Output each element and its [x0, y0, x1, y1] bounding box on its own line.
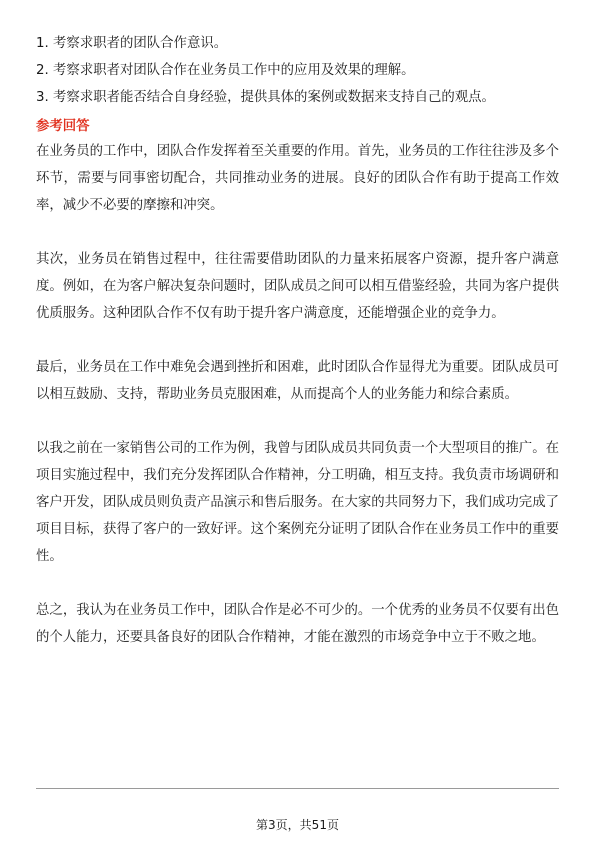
answer-paragraph: 最后，业务员在工作中难免会遇到挫折和困难，此时团队合作显得尤为重要。团队成员可以相互鼓励、支持，帮助业务员克服困难，从而提高个人的业务能力和综合素质。 — [36, 360, 559, 402]
criteria-item: 2. 考察求职者对团队合作在业务员工作中的应用及效果的理解。 — [36, 63, 415, 78]
answer-paragraph: 其次，业务员在销售过程中，往往需要借助团队的力量来拓展客户资源，提升客户满意度。例如，在为客户解决复杂问题时，团队成员之间可以相互借鉴经验，共同为客户提供优质服务。这种团队合作不仅有助于提升客户满意度，还能增强企业的竞争力。 — [36, 252, 559, 321]
answer-paragraph: 在业务员的工作中，团队合作发挥着至关重要的作用。首先，业务员的工作往往涉及多个环节，需要与同事密切配合，共同推动业务的进展。良好的团队合作有助于提高工作效率，减少不必要的摩擦和冲突。 — [36, 144, 559, 213]
page-number: 第3页，共51页 — [256, 818, 339, 832]
evaluation-criteria-list — [36, 30, 559, 111]
page-content — [36, 30, 559, 651]
criteria-item: 1. 考察求职者的团队合作意识。 — [36, 36, 228, 51]
answer-paragraph: 总之，我认为在业务员工作中，团队合作是必不可少的。一个优秀的业务员不仅要有出色的个人能力，还要具备良好的团队合作精神，才能在激烈的市场竞争中立于不败之地。 — [36, 603, 559, 645]
criteria-item: 3. 考察求职者能否结合自身经验，提供具体的案例或数据来支持自己的观点。 — [36, 90, 495, 105]
answer-body — [36, 138, 559, 651]
answer-heading: 参考回答 — [36, 119, 90, 134]
answer-paragraph: 以我之前在一家销售公司的工作为例，我曾与团队成员共同负责一个大型项目的推广。在项目实施过程中，我们充分发挥团队合作精神，分工明确，相互支持。我负责市场调研和客户开发，团队成员则负责产品演示和售后服务。在大家的共同努力下，我们成功完成了项目目标，获得了客户的一致好评。这个案例充分证明了团队合作在业务员工作中的重要性。 — [36, 441, 559, 564]
footer-divider — [36, 788, 559, 789]
